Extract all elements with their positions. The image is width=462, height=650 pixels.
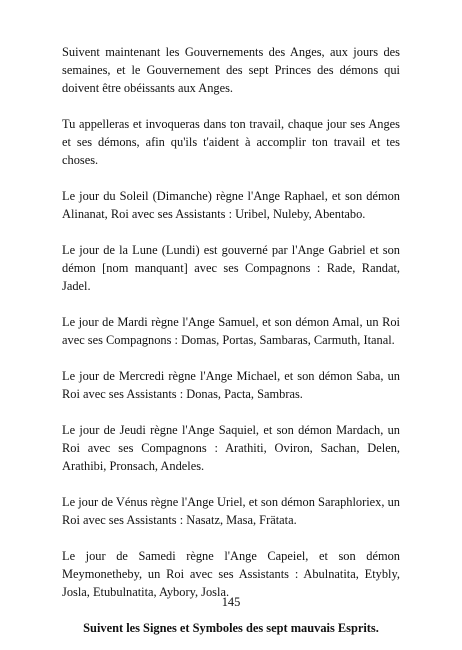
paragraph-friday: Le jour de Vénus règne l'Ange Uriel, et son démon Saraphloriex, un Roi avec ses Assistants : Nasatz, Masa, Frätata. xyxy=(62,495,400,527)
paragraph-monday: Le jour de la Lune (Lundi) est gouverné par l'Ange Gabriel et son démon [nom manquant] avec ses Compagnons : Rade, Randat, Jadel. xyxy=(62,243,400,293)
paragraph-thursday: Le jour de Jeudi règne l'Ange Saquiel, et son démon Mardach, un Roi avec ses Compagnons : Arathiti, Oviron, Sachan, Delen, Arathibi, Pronsach, Andeles. xyxy=(62,423,400,473)
section-heading: Suivent les Signes et Symboles des sept mauvais Esprits. xyxy=(83,621,379,635)
paragraph-invocation: Tu appelleras et invoqueras dans ton travail, chaque jour ses Anges et ses démons, afin qu'ils t'aident à accomplir ton travail et tes choses. xyxy=(62,117,400,167)
page-body xyxy=(62,43,400,637)
paragraph-wednesday: Le jour de Mercredi règne l'Ange Michael, et son démon Saba, un Roi avec ses Assistants : Donas, Pacta, Sambras. xyxy=(62,369,400,401)
paragraph-tuesday: Le jour de Mardi règne l'Ange Samuel, et son démon Amal, un Roi avec ses Compagnons : Domas, Portas, Sambaras, Carmuth, Itanal. xyxy=(62,315,400,347)
paragraph-sunday: Le jour du Soleil (Dimanche) règne l'Ange Raphael, et son démon Alinanat, Roi avec ses Assistants : Uribel, Nuleby, Abentabo. xyxy=(62,189,400,221)
page-number: 145 xyxy=(221,595,241,609)
paragraph-intro: Suivent maintenant les Gouvernements des Anges, aux jours des semaines, et le Gouvernement des sept Princes des démons qui doivent être obéissants aux Anges. xyxy=(62,45,400,95)
paragraph-saturday: Le jour de Samedi règne l'Ange Capeiel, et son démon Meymonetheby, un Roi avec ses Assistants : Abulnatita, Etybly, Josla, Etubulnatita, Aybory, Josla. xyxy=(62,549,400,599)
